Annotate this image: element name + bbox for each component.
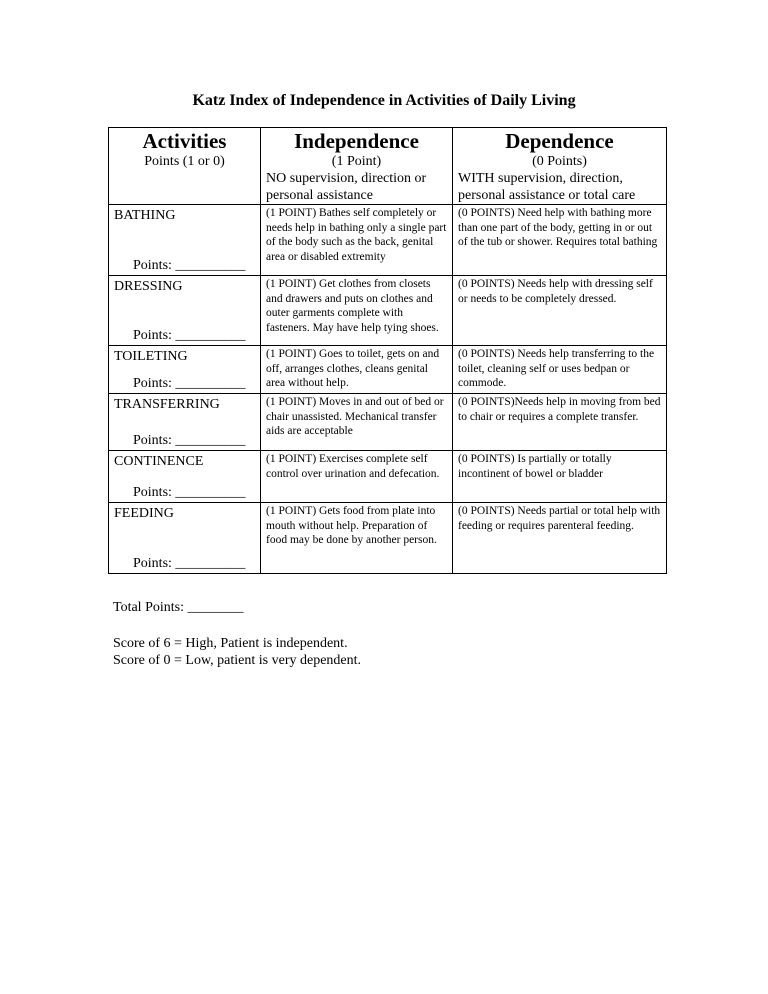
activity-name: DRESSING	[114, 279, 183, 294]
independence-description: (1 POINT) Moves in and out of bed or chair unassisted. Mechanical transfer aids are acceptable	[261, 394, 453, 451]
table-header-row	[109, 128, 667, 205]
activity-cell	[109, 394, 261, 451]
activity-name: FEEDING	[114, 506, 174, 521]
points-field[interactable]: Points: __________	[133, 433, 246, 448]
activities-heading: Activities	[142, 129, 227, 153]
activity-cell	[109, 205, 261, 276]
independence-description: (1 POINT) Gets food from plate into mouth without help. Preparation of food may be done by another person.	[261, 503, 453, 574]
independence-points: (1 Point)	[331, 154, 382, 169]
activities-header-cell	[109, 128, 261, 205]
dependence-heading: Dependence	[505, 129, 614, 153]
dependence-description: (0 POINTS) Needs help with dressing self or needs to be completely dressed.	[453, 276, 667, 346]
points-field[interactable]: Points: __________	[133, 556, 246, 571]
independence-subheading: NO supervision, direction or personal assistance	[266, 171, 427, 203]
activity-name: CONTINENCE	[114, 454, 204, 469]
dependence-description: (0 POINTS) Need help with bathing more than one part of the body, getting in or out of the tub or shower. Requires total bathing	[453, 205, 667, 276]
activity-cell	[109, 451, 261, 503]
independence-heading: Independence	[294, 129, 419, 153]
page-title: Katz Index of Independence in Activities of Daily Living	[192, 92, 576, 109]
independence-description: (1 POINT) Bathes self completely or needs help in bathing only a single part of the body such as the back, genital area or disabled extremity	[261, 205, 453, 276]
activity-name: TOILETING	[114, 349, 188, 364]
katz-table	[108, 127, 667, 574]
dependence-description: (0 POINTS) Is partially or totally incontinent of bowel or bladder	[453, 451, 667, 503]
dependence-subheading: WITH supervision, direction, personal assistance or total care	[458, 171, 636, 203]
activity-cell	[109, 503, 261, 574]
activity-name: TRANSFERRING	[114, 397, 220, 412]
independence-description: (1 POINT) Exercises complete self control over urination and defecation.	[261, 451, 453, 503]
dependence-description: (0 POINTS)Needs help in moving from bed to chair or requires a complete transfer.	[453, 394, 667, 451]
table-row	[109, 346, 667, 394]
table-row	[109, 394, 667, 451]
score-high-note: Score of 6 = High, Patient is independent.	[113, 636, 348, 651]
independence-description: (1 POINT) Goes to toilet, gets on and off, arranges clothes, cleans genital area without help.	[261, 346, 453, 394]
dependence-points: (0 Points)	[532, 154, 587, 169]
table-row	[109, 503, 667, 574]
activities-subheading: Points (1 or 0)	[144, 154, 225, 169]
activity-cell	[109, 346, 261, 394]
points-field[interactable]: Points: __________	[133, 328, 246, 343]
activity-cell	[109, 276, 261, 346]
table-row	[109, 276, 667, 346]
independence-description: (1 POINT) Get clothes from closets and drawers and puts on clothes and outer garments complete with fasteners. May have help tying shoes.	[261, 276, 453, 346]
dependence-description: (0 POINTS) Needs partial or total help with feeding or requires parenteral feeding.	[453, 503, 667, 574]
total-points-field[interactable]: Total Points: ________	[113, 600, 244, 615]
table-row	[109, 451, 667, 503]
independence-header-cell	[261, 128, 453, 205]
points-field[interactable]: Points: __________	[133, 258, 246, 273]
dependence-description: (0 POINTS) Needs help transferring to the toilet, cleaning self or uses bedpan or commode.	[453, 346, 667, 394]
dependence-header-cell	[453, 128, 667, 205]
points-field[interactable]: Points: __________	[133, 485, 246, 500]
score-low-note: Score of 0 = Low, patient is very dependent.	[113, 653, 362, 668]
table-row	[109, 205, 667, 276]
activity-name: BATHING	[114, 208, 176, 223]
points-field[interactable]: Points: __________	[133, 376, 246, 391]
